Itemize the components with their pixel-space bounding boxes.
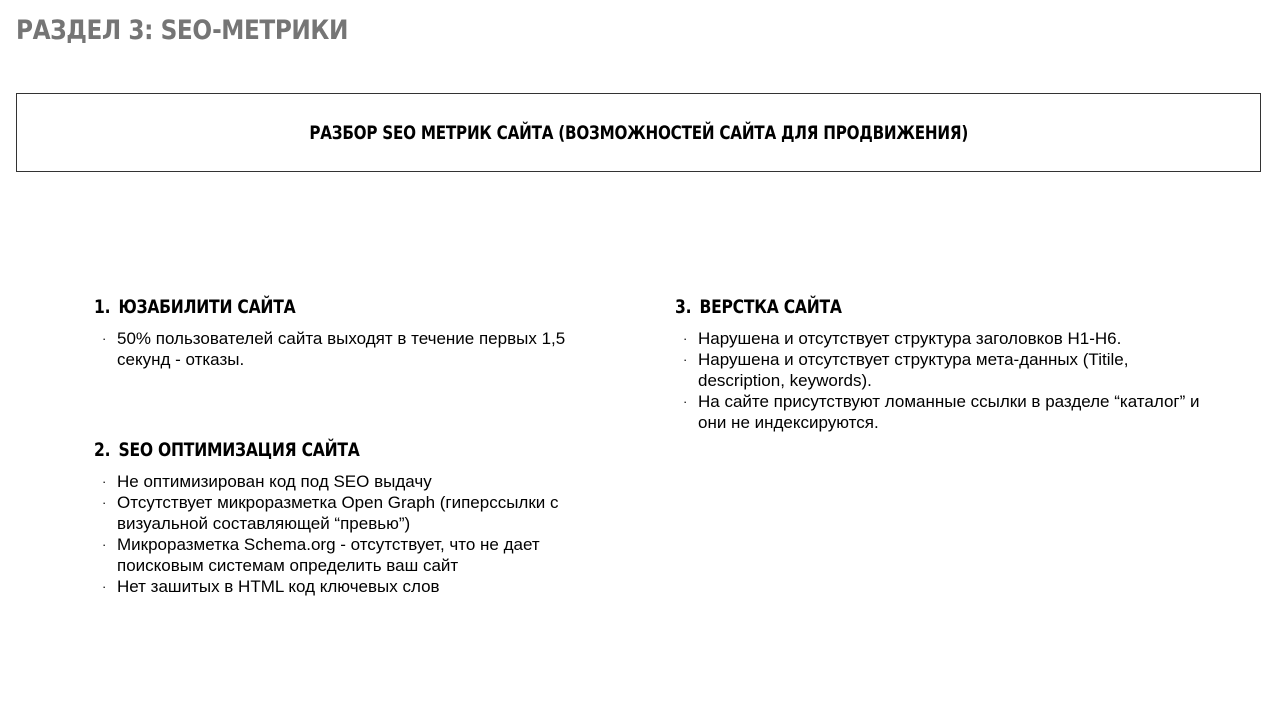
bullet-icon: ·	[102, 474, 107, 489]
bullet-icon: ·	[102, 537, 107, 552]
list-item	[94, 471, 604, 492]
block-number: 1.	[94, 296, 111, 318]
list-item-text: Не оптимизирован код под SEO выдачу	[117, 472, 432, 491]
list-item	[94, 328, 574, 370]
bullet-icon: ·	[683, 331, 688, 346]
bullet-list	[675, 328, 1215, 433]
list-item	[675, 391, 1215, 433]
bullet-icon: ·	[102, 579, 107, 594]
bullet-icon: ·	[102, 331, 107, 346]
block-title: SEO ОПТИМИЗАЦИЯ САЙТА	[118, 439, 360, 461]
block-title: ВЕРСТКА САЙТА	[699, 296, 842, 318]
bullet-icon: ·	[102, 495, 107, 510]
list-item	[675, 349, 1215, 391]
list-item-text: 50% пользователей сайта выходят в течение первых 1,5 секунд - отказы.	[117, 329, 566, 369]
block-number: 2.	[94, 439, 111, 461]
block-usability	[94, 296, 574, 370]
list-item	[94, 576, 604, 597]
banner-text: РАЗБОР SEO МЕТРИК САЙТА (ВОЗМОЖНОСТЕЙ САЙТА ДЛЯ ПРОДВИЖЕНИЯ)	[309, 121, 968, 144]
list-item-text: Нет зашитых в HTML код ключевых слов	[117, 577, 440, 596]
bullet-icon: ·	[683, 394, 688, 409]
bullet-list	[94, 328, 574, 370]
block-title: ЮЗАБИЛИТИ САЙТА	[118, 296, 296, 318]
list-item-text: Нарушена и отсутствует структура заголовков H1-H6.	[698, 329, 1122, 348]
list-item-text: Нарушена и отсутствует структура мета-данных (Titile, description, keywords).	[698, 350, 1129, 390]
topic-banner	[16, 93, 1261, 172]
list-item-text: На сайте присутствуют ломанные ссылки в разделе “каталог” и они не индексируются.	[698, 392, 1200, 432]
block-layout	[675, 296, 1215, 433]
list-item	[675, 328, 1215, 349]
list-item	[94, 492, 604, 534]
bullet-icon: ·	[683, 352, 688, 367]
block-number: 3.	[675, 296, 692, 318]
list-item	[94, 534, 604, 576]
list-item-text: Микроразметка Schema.org - отсутствует, что не дает поисковым системам определить ваш сайт	[117, 535, 540, 575]
section-title: РАЗДЕЛ 3: SEO-МЕТРИКИ	[16, 15, 348, 46]
block-heading	[675, 296, 1118, 322]
block-heading	[94, 439, 512, 465]
block-seo-optimization	[94, 439, 604, 597]
bullet-list	[94, 471, 604, 597]
list-item-text: Отсутствует микроразметка Open Graph (гиперссылки с визуальной составляющей “превью”)	[117, 493, 559, 533]
block-heading	[94, 296, 488, 322]
